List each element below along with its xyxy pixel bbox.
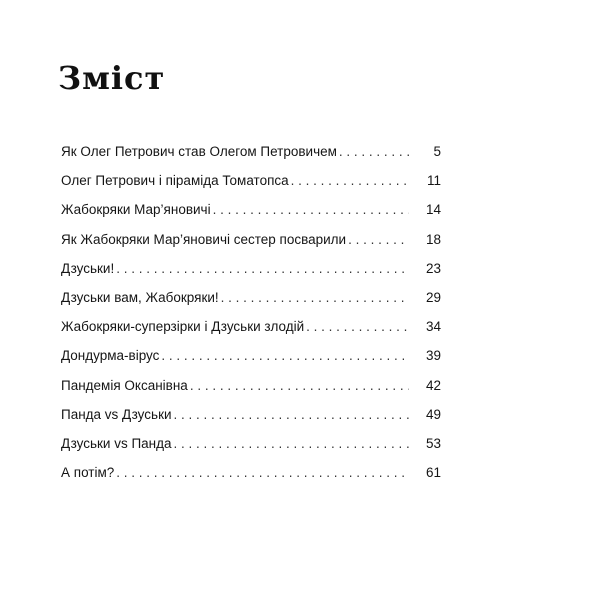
toc-dot-leader (339, 144, 409, 159)
toc-entry-title: Як Жабокряки Мар’яновичі сестер посварили (61, 231, 347, 247)
toc-entry (61, 378, 441, 407)
toc-dot-leader (306, 319, 409, 334)
toc-entry (61, 407, 441, 436)
toc-entry-title: А потім? (61, 465, 115, 481)
toc-entry-page-number: 5 (433, 144, 441, 159)
toc-entry (61, 173, 441, 202)
toc-dot-leader (190, 378, 409, 393)
toc-entry-title: Як Олег Петрович став Олегом Петровичем (61, 144, 337, 159)
toc-dot-leader (116, 261, 409, 276)
toc-entry-title: Жабокряки-суперзірки і Дзуськи злодій (61, 319, 305, 335)
toc-entry-page-number: 23 (425, 260, 441, 276)
toc-dot-leader (221, 290, 409, 305)
toc-entry-page-number: 39 (425, 348, 441, 364)
toc-entry (61, 319, 441, 348)
toc-dot-leader (348, 232, 409, 247)
toc-entry-page-number: 11 (426, 173, 441, 189)
toc-entry-title: Пандемія Оксанівна (61, 377, 188, 393)
toc-entry (61, 202, 441, 231)
toc-entry (61, 436, 441, 465)
toc-entry-title: Дзуськи вам, Жабокряки! (61, 289, 219, 305)
toc-entry (61, 261, 441, 290)
toc-entry-title: Дзуськи vs Панда (61, 435, 172, 451)
toc-entry (61, 290, 441, 319)
toc-entry (61, 465, 441, 494)
toc-entry-page-number: 49 (425, 406, 441, 422)
toc-entry (61, 144, 441, 173)
toc-entry-page-number: 18 (425, 231, 441, 247)
toc-entry-page-number: 29 (425, 289, 441, 305)
toc-entry (61, 348, 441, 377)
toc-dot-leader (174, 407, 409, 422)
toc-entry-page-number: 61 (425, 465, 441, 481)
toc-entry-page-number: 42 (425, 377, 441, 393)
toc-dot-leader (291, 173, 409, 188)
table-of-contents (61, 144, 441, 494)
toc-entry-page-number: 34 (425, 319, 441, 335)
toc-entry-title: Панда vs Дзуськи (61, 406, 172, 422)
toc-entry-title: Дондурма-вірус (61, 348, 160, 364)
page-title: Зміст (58, 59, 166, 97)
toc-dot-leader (116, 465, 409, 480)
toc-dot-leader (161, 348, 409, 363)
toc-entry-page-number: 53 (425, 435, 441, 451)
toc-dot-leader (213, 202, 409, 217)
toc-entry (61, 232, 441, 261)
toc-entry-page-number: 14 (425, 202, 441, 218)
toc-dot-leader (174, 436, 409, 451)
toc-entry-title: Дзуськи! (61, 260, 115, 276)
toc-entry-title: Олег Петрович і піраміда Томатопса (61, 173, 289, 189)
toc-entry-title: Жабокряки Мар’яновичі (61, 202, 211, 218)
